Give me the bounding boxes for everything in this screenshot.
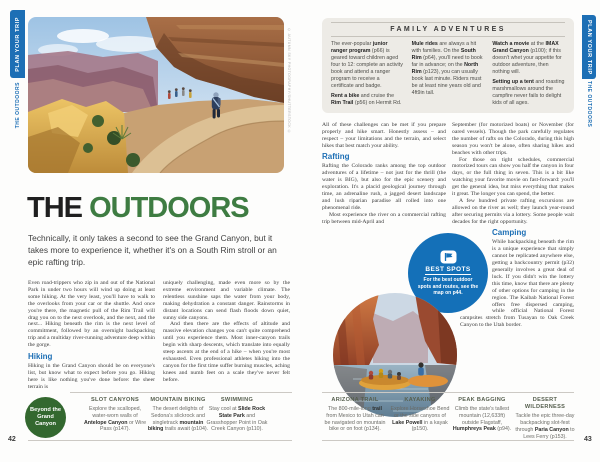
right-sidebar-section-label: THE OUTDOORS	[586, 81, 592, 128]
family-paragraph: Rent a bike and cruise the Rim Trail (p56) on Hermit Rd.	[331, 92, 402, 106]
page-number-left: 42	[8, 436, 16, 443]
family-paragraph: Setting up a tent and roasting marshmallows around the campfire never fails to delight kids of all ages.	[492, 78, 565, 106]
kayaking-title: KAYAKING	[404, 397, 436, 403]
page-number-right: 43	[584, 436, 592, 443]
desert-wilderness-title: DESERT WILDERNESS	[524, 397, 566, 411]
map-flag-icon	[440, 250, 457, 264]
family-adventures-title: FAMILY ADVENTURES	[390, 26, 506, 33]
left-sidebar-tab	[10, 10, 25, 78]
slot-canyons-title: SLOT CANYONS	[90, 397, 140, 403]
family-box-rule-top	[331, 22, 565, 23]
family-box-rule-bottom	[331, 36, 565, 37]
right-sidebar-section	[582, 81, 596, 155]
family-column-1	[331, 41, 404, 110]
hiking-heading: Hiking	[28, 351, 53, 361]
body-paragraph: Hiking in the Grand Canyon should be on everyone's list, but know what to expect before you go. Hiking here is like nothing you've done before: the sheer terrain is	[28, 362, 155, 390]
canyon-trail-illustration	[28, 17, 284, 173]
peak-bagging-title: PEAK BAGGING	[458, 397, 506, 403]
family-column-2	[412, 41, 485, 110]
body-paragraph: September (for motorized boats) or November (for oared vessels). Though the park carefully regulates the number of rafts on the Colorado, during this high season you won't be alone, often sharing hikes and beaches with other trips.	[452, 122, 574, 156]
page-title-outdoors: OUTDOORS	[89, 192, 249, 224]
peak-bagging-column	[451, 397, 513, 433]
divider-line	[70, 392, 292, 393]
left-body-column-2	[163, 280, 290, 384]
body-paragraph: For those on tight schedules, commercial motorized tours can show you half the canyon in four days, or the full thing in seven. This is a bit like watching your favorite movie on fast-forward: you'll get the general idea, but miss everything that makes it great. The longer you can spend, the better.	[452, 156, 574, 198]
slot-canyons-column	[82, 397, 148, 433]
peak-bagging-text: Climb the state's tallest mountain (12,633ft) outside Flagstaff, Humphreys Peak (p94).	[452, 405, 512, 433]
swimming-column	[206, 397, 268, 433]
body-paragraph: Rafting the Colorado ranks among the top outdoor adventures of a lifetime – not just for the thrill (the water is BIG), but also for the epic scenery and exploration. It's a placid geological journey through time, an adrenaline rush, a jagged desert landscape and lush riparian paradise all rolled into one phenomenal ride.	[322, 163, 446, 211]
mountain-biking-column	[147, 397, 209, 433]
camping-heading: Camping	[492, 228, 527, 238]
family-paragraph: The ever-popular junior ranger program (p66) is geared toward children aged four to 12: complete an activity book and attend a ranger program to receive a certificate and badge.	[331, 41, 403, 89]
body-paragraph: While backpacking beneath the rim is a unique experience that simply cannot be replicated anywhere else, getting a backcountry permit (p32) generally involves a great deal of luck. If you didn't win the lottery this time, know that there are plenty of other options for camping in the region. The Kaibab National Forest offers free dispersed camping, while official National Forest campsites stretch from Tusayan to Oak Creek Canyon to the Utah border.	[460, 239, 574, 329]
desert-wilderness-column	[513, 397, 577, 441]
left-body-column-1	[28, 280, 155, 390]
intro-paragraph: Technically, it only takes a second to see the Grand Canyon, but it takes more to experience it, whether it's on a South Rim stroll or an epic rafting trip.	[28, 233, 277, 267]
family-paragraph: Mule rides are always a hit with families. On the South Rim (p64), you'll need to book far in advance; on the North Rim (p123), you can usually book last minute. Riders must be at least nine years old and 4ft9in tall.	[411, 41, 483, 96]
best-spots-text: For the best outdoor spots and routes, see the map on p44.	[417, 277, 479, 296]
swimming-title: SWIMMING	[220, 397, 254, 403]
beyond-grand-canyon-label: Beyond the Grand Canyon	[30, 407, 61, 427]
right-sidebar-tab	[582, 15, 596, 79]
body-paragraph: Most experience the river on a commercial rafting trip between mid-April and	[322, 211, 446, 225]
desert-wilderness-text: Tackle the epic three-day backpacking slot-fest through Paria Canyon to Lees Ferry (p153).	[515, 413, 575, 440]
divider-line	[28, 440, 292, 441]
hero-photo-canyon-trail	[28, 17, 284, 173]
body-paragraph: uniquely challenging, made even more so by the extreme environment and variable climate. The relentless sunshine saps the water from your body, making dehydration a constant danger. Rainstorms in distant locations can send flash floods down quiet, sunny side canyons.	[163, 280, 290, 321]
family-paragraph: Watch a movie at the IMAX Grand Canyon (p100); if this doesn't whet your appetite for outdoor adventure, then nothing will.	[492, 41, 562, 75]
body-paragraph: All of these challenges can be met if you prepare properly and hike smart. Honestly assess – and respect – your limitations and the terrain, and select hikes that best match your ability.	[322, 122, 446, 149]
divider-line	[322, 392, 574, 393]
page-title	[27, 192, 249, 225]
beyond-grand-canyon-badge	[25, 397, 66, 438]
left-sidebar-section-label: THE OUTDOORS	[14, 82, 21, 129]
mountain-biking-text: The desert delights of Sedona's slickrock and singletrack mountain biking trails await (p104).	[147, 405, 209, 433]
body-paragraph: And then there are the effects of altitude and massive elevation changes you can't quite comprehend until you experience them. Most inner-canyon trails begin with sharp descents, which translate into equally steep ascents at the end of a hike – when you're most exhausted. Even professional athletes hiking into the canyon for the first time suffer burning muscles, aching knees and numb feet on a scale they've never felt before.	[163, 321, 290, 383]
rafting-heading: Rafting	[322, 152, 350, 162]
left-sidebar-section	[10, 82, 25, 156]
right-sidebar-tab-label: PLAN YOUR TRIP	[586, 19, 592, 75]
family-column-3	[492, 41, 565, 110]
family-box-columns	[331, 41, 565, 110]
page-title-the: THE	[27, 192, 82, 224]
arizona-trail-text: The 800-mile-long trail from Mexico to Utah can be navigated on mountain bike or on foot (p134).	[324, 405, 386, 433]
swimming-text: Stay cool at Slide Rock State Park and Grasshopper Point in Oak Creek Canyon (p110).	[206, 405, 268, 433]
arizona-trail-column	[324, 397, 386, 433]
best-spots-title: BEST SPOTS	[425, 265, 471, 273]
body-paragraph: Even road-trippers who zip in and out of the National Park in under two hours will wind up doing at least some hiking. At the very least, you'll have to walk to the overlooks from your car or the shuttle. And once you're there, the magnetic pull of the Rim Trail will drag you on to the next overlook, and the next, and the next... Hiking beneath the rim is the next level of commitment, followed by an overnight backpacking trip and a multiday river-running adventure deep within the gorge.	[28, 280, 155, 349]
mountain-biking-title: MOUNTAIN BIKING	[150, 397, 206, 403]
slot-canyons-text: Explore the scalloped, water-worn walls of Antelope Canyon or Wire Pass (p147).	[83, 405, 147, 433]
arizona-trail-title: ARIZONA TRAIL	[331, 397, 379, 403]
kayaking-text: Explore Horseshoe Bend or the side canyons of Lake Powell in a kayak (p150).	[390, 405, 450, 433]
kayaking-column	[389, 397, 451, 433]
body-paragraph: A few hundred private rafting excursions are allowed on the river as well; they launch year-round after securing permits via a lottery. Some people wait decades for the right opportunity.	[452, 197, 574, 225]
family-adventures-box	[322, 18, 574, 113]
left-sidebar-tab-label: PLAN YOUR TRIP	[14, 16, 21, 72]
photo-credit: © AUTUMN SKY PHOTOGRAPHY/SHUTTERSTOCK ©	[287, 28, 291, 134]
